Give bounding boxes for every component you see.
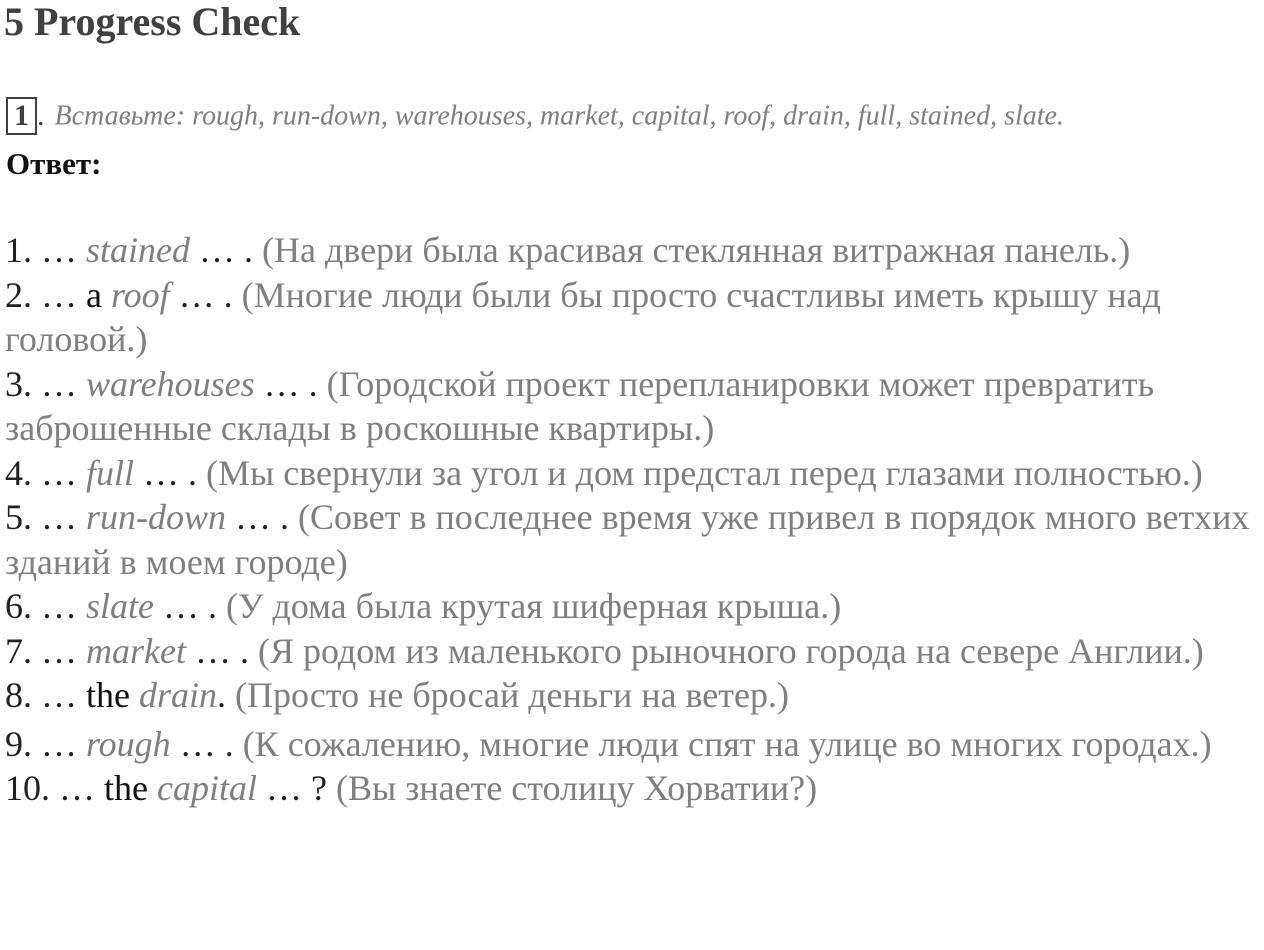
answer-ellipsis-end: … ? <box>256 768 336 808</box>
answer-translation: (К сожалению, многие люди спят на улице во многих городах.) <box>242 723 1212 764</box>
answer-translation: (Просто не бросай деньги на ветер.) <box>235 675 789 715</box>
answer-word: stained <box>86 230 190 270</box>
answer-number: 10. <box>5 768 50 808</box>
answer-number: 5. <box>5 497 32 537</box>
task-number-dot: . <box>37 99 45 133</box>
answer-ellipsis-end: … . <box>170 723 243 764</box>
answer-number: 8. <box>5 675 32 715</box>
answer-translation: (Многие люди были бы просто счастливы иметь крышу над головой.) <box>5 274 1161 359</box>
task-instruction <box>6 96 1064 136</box>
answer-word: capital <box>156 768 257 808</box>
answer-item <box>5 766 1261 811</box>
answer-ellipsis-end: … . <box>185 630 258 671</box>
answer-prefix: the <box>86 675 139 715</box>
answer-item <box>5 273 1261 362</box>
answer-ellipsis: … <box>32 586 86 626</box>
answer-item <box>5 722 1261 767</box>
answer-list <box>5 228 1261 811</box>
answer-word: run-down <box>86 497 227 537</box>
answer-label: Ответ: <box>6 146 102 181</box>
answer-ellipsis: … <box>32 274 86 315</box>
answer-ellipsis-end: … . <box>226 497 299 537</box>
answer-word: full <box>86 452 135 493</box>
answer-ellipsis-end: … . <box>169 274 242 315</box>
answer-translation: (У дома была крутая шиферная крыша.) <box>226 586 842 626</box>
answer-number: 7. <box>5 630 32 671</box>
answer-item <box>5 228 1261 273</box>
answer-ellipsis: … <box>32 230 86 270</box>
answer-number: 4. <box>5 452 32 493</box>
answer-ellipsis-end: … . <box>154 586 226 626</box>
answer-word: market <box>86 630 186 671</box>
answer-item <box>5 451 1261 496</box>
answer-ellipsis-end: … . <box>254 363 327 404</box>
page-title: 5 Progress Check <box>4 0 301 44</box>
answer-translation: (На двери была красивая стеклянная витражная панель.) <box>262 230 1131 270</box>
task-number-box: 1 <box>6 97 37 135</box>
answer-number: 1. <box>5 230 32 270</box>
answer-number: 6. <box>5 586 32 626</box>
answer-item <box>5 495 1261 584</box>
answer-word: warehouses <box>86 363 255 404</box>
answer-translation: (Мы свернули за угол и дом предстал перед глазами полностью.) <box>206 452 1203 493</box>
answer-ellipsis-end: . <box>217 675 235 715</box>
answer-ellipsis: … <box>32 630 86 671</box>
answer-item <box>5 362 1261 451</box>
answer-word: drain <box>138 675 217 715</box>
answer-ellipsis: … <box>32 723 86 764</box>
answer-item <box>5 629 1261 674</box>
answer-word: roof <box>110 274 170 315</box>
answer-item <box>5 584 1261 629</box>
answer-translation: (Городской проект перепланировки может превратить заброшенные склады в роскошные квартиры.) <box>5 363 1155 448</box>
answer-translation: (Совет в последнее время уже привел в порядок много ветхих зданий в моем городе) <box>5 497 1250 582</box>
answer-word: rough <box>86 723 171 764</box>
answer-ellipsis-end: … . <box>190 230 262 270</box>
answer-ellipsis-end: … . <box>134 452 207 493</box>
answer-ellipsis: … <box>32 363 86 404</box>
answer-translation: (Вы знаете столицу Хорватии?) <box>335 768 818 808</box>
answer-number: 2. <box>5 274 32 315</box>
answer-number: 3. <box>5 363 32 404</box>
answer-ellipsis: … <box>32 497 86 537</box>
answer-number: 9. <box>5 723 32 764</box>
answer-ellipsis: … <box>32 452 86 493</box>
answer-prefix: a <box>86 274 111 315</box>
answer-translation: (Я родом из маленького рыночного города на севере Англии.) <box>257 630 1204 671</box>
answer-word: slate <box>86 586 154 626</box>
answer-item <box>5 673 1261 718</box>
answer-ellipsis: … <box>32 675 86 715</box>
answer-ellipsis: … <box>50 768 104 808</box>
task-text: Вставьте: rough, run-down, warehouses, market, capital, roof, drain, full, stained, slate. <box>54 100 1064 132</box>
answer-prefix: the <box>104 768 157 808</box>
